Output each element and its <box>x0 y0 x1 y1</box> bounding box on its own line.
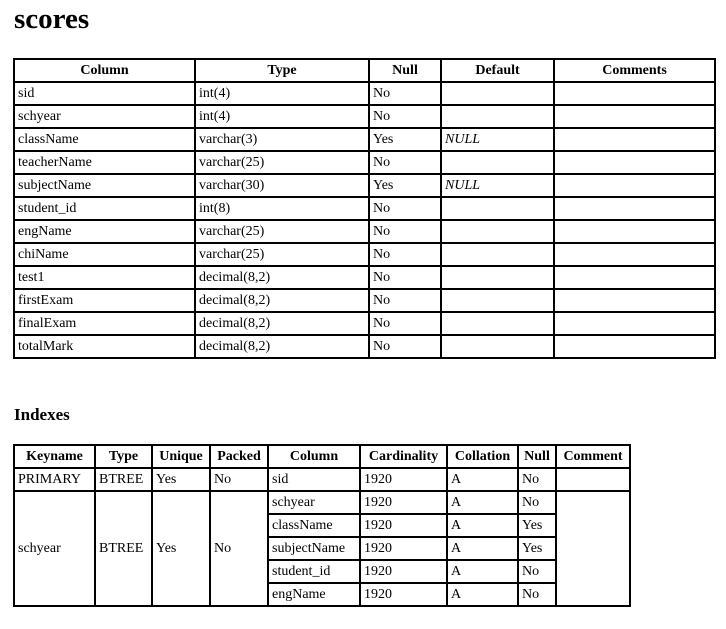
cell-default <box>441 335 554 358</box>
index-cardinality: 1920 <box>360 537 447 560</box>
table-row <box>14 220 715 243</box>
cell-default <box>441 105 554 128</box>
cell-column-name: engName <box>14 220 195 243</box>
cell-type: varchar(30) <box>195 174 369 197</box>
index-type: BTREE <box>95 491 152 606</box>
cell-column-name: teacherName <box>14 151 195 174</box>
columns-table <box>13 58 716 359</box>
cell-default <box>441 289 554 312</box>
table-row <box>14 335 715 358</box>
header-cardinality: Cardinality <box>360 445 447 468</box>
header-comment: Comment <box>556 445 630 468</box>
cell-default <box>441 151 554 174</box>
index-null: No <box>518 468 556 491</box>
cell-comments <box>554 312 715 335</box>
index-keyname: PRIMARY <box>14 468 95 491</box>
cell-column-name: subjectName <box>14 174 195 197</box>
header-keyname: Keyname <box>14 445 95 468</box>
header-index-type: Type <box>95 445 152 468</box>
cell-null: No <box>369 312 441 335</box>
index-unique: Yes <box>152 491 210 606</box>
table-row <box>14 128 715 151</box>
cell-type: int(4) <box>195 105 369 128</box>
header-packed: Packed <box>210 445 268 468</box>
table-row <box>14 197 715 220</box>
table-row <box>14 105 715 128</box>
cell-comments <box>554 220 715 243</box>
header-null: Null <box>369 59 441 82</box>
index-collation: A <box>447 537 518 560</box>
cell-null: No <box>369 151 441 174</box>
table-row <box>14 151 715 174</box>
index-column: student_id <box>268 560 360 583</box>
cell-default <box>441 243 554 266</box>
cell-null: No <box>369 220 441 243</box>
cell-column-name: schyear <box>14 105 195 128</box>
indexes-header-row <box>14 445 630 468</box>
header-comments: Comments <box>554 59 715 82</box>
index-comment <box>556 491 630 606</box>
index-packed: No <box>210 491 268 606</box>
cell-type: int(8) <box>195 197 369 220</box>
cell-null: No <box>369 105 441 128</box>
index-column: sid <box>268 468 360 491</box>
cell-comments <box>554 82 715 105</box>
index-collation: A <box>447 468 518 491</box>
cell-type: decimal(8,2) <box>195 335 369 358</box>
header-index-null: Null <box>518 445 556 468</box>
cell-column-name: totalMark <box>14 335 195 358</box>
index-comment <box>556 468 630 491</box>
cell-column-name: className <box>14 128 195 151</box>
index-row-schyear <box>14 491 630 514</box>
index-packed: No <box>210 468 268 491</box>
index-null: Yes <box>518 514 556 537</box>
table-row <box>14 82 715 105</box>
cell-null: No <box>369 243 441 266</box>
index-column: schyear <box>268 491 360 514</box>
header-type: Type <box>195 59 369 82</box>
index-unique: Yes <box>152 468 210 491</box>
index-type: BTREE <box>95 468 152 491</box>
cell-type: varchar(25) <box>195 151 369 174</box>
cell-default <box>441 220 554 243</box>
cell-column-name: firstExam <box>14 289 195 312</box>
index-column: engName <box>268 583 360 606</box>
index-null: No <box>518 491 556 514</box>
index-cardinality: 1920 <box>360 583 447 606</box>
cell-comments <box>554 105 715 128</box>
cell-type: varchar(25) <box>195 220 369 243</box>
cell-null: No <box>369 266 441 289</box>
index-collation: A <box>447 514 518 537</box>
index-cardinality: 1920 <box>360 468 447 491</box>
cell-null: No <box>369 197 441 220</box>
table-row <box>14 243 715 266</box>
cell-type: int(4) <box>195 82 369 105</box>
index-column: className <box>268 514 360 537</box>
page-title: scores <box>14 3 90 35</box>
cell-default <box>441 266 554 289</box>
cell-comments <box>554 151 715 174</box>
cell-null: Yes <box>369 128 441 151</box>
cell-null: No <box>369 289 441 312</box>
table-row <box>14 312 715 335</box>
cell-comments <box>554 174 715 197</box>
cell-type: varchar(25) <box>195 243 369 266</box>
cell-comments <box>554 243 715 266</box>
cell-column-name: sid <box>14 82 195 105</box>
cell-column-name: test1 <box>14 266 195 289</box>
cell-type: decimal(8,2) <box>195 289 369 312</box>
index-row-primary <box>14 468 630 491</box>
table-row <box>14 266 715 289</box>
index-collation: A <box>447 491 518 514</box>
table-row <box>14 289 715 312</box>
cell-null: No <box>369 82 441 105</box>
cell-column-name: finalExam <box>14 312 195 335</box>
cell-default <box>441 197 554 220</box>
cell-default: NULL <box>441 128 554 151</box>
cell-default <box>441 312 554 335</box>
cell-comments <box>554 197 715 220</box>
cell-type: varchar(3) <box>195 128 369 151</box>
cell-null: Yes <box>369 174 441 197</box>
table-row <box>14 174 715 197</box>
index-collation: A <box>447 583 518 606</box>
index-cardinality: 1920 <box>360 514 447 537</box>
header-collation: Collation <box>447 445 518 468</box>
cell-default: NULL <box>441 174 554 197</box>
cell-type: decimal(8,2) <box>195 266 369 289</box>
index-null: Yes <box>518 537 556 560</box>
index-cardinality: 1920 <box>360 560 447 583</box>
cell-comments <box>554 266 715 289</box>
header-unique: Unique <box>152 445 210 468</box>
cell-column-name: chiName <box>14 243 195 266</box>
cell-null: No <box>369 335 441 358</box>
index-column: subjectName <box>268 537 360 560</box>
cell-default <box>441 82 554 105</box>
index-collation: A <box>447 560 518 583</box>
columns-header-row <box>14 59 715 82</box>
index-cardinality: 1920 <box>360 491 447 514</box>
indexes-title: Indexes <box>14 405 70 424</box>
header-default: Default <box>441 59 554 82</box>
cell-comments <box>554 335 715 358</box>
cell-comments <box>554 289 715 312</box>
index-null: No <box>518 560 556 583</box>
header-column: Column <box>14 59 195 82</box>
index-null: No <box>518 583 556 606</box>
cell-type: decimal(8,2) <box>195 312 369 335</box>
index-keyname: schyear <box>14 491 95 606</box>
header-index-column: Column <box>268 445 360 468</box>
cell-comments <box>554 128 715 151</box>
indexes-table <box>13 444 631 607</box>
cell-column-name: student_id <box>14 197 195 220</box>
